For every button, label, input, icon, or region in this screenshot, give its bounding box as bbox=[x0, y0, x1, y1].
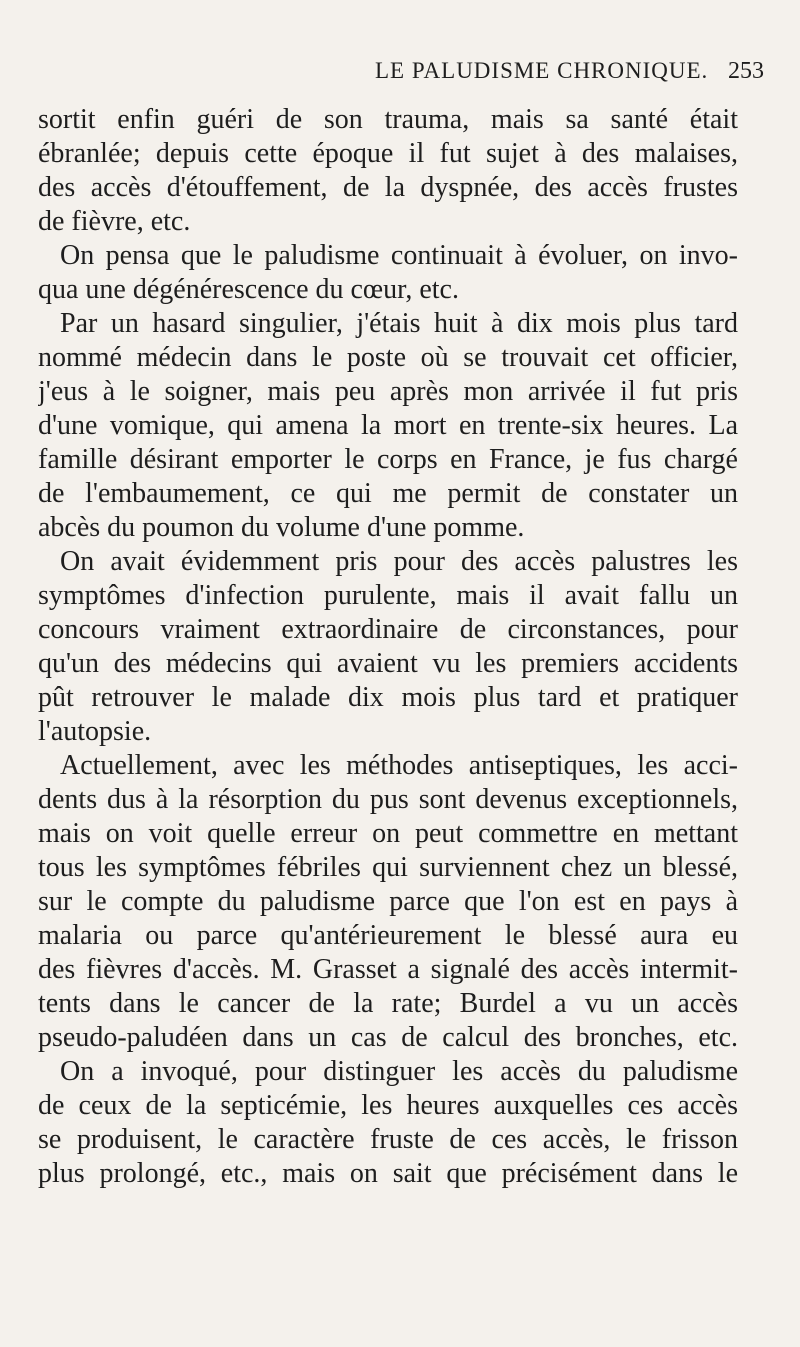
text-line: nommé médecin dans le poste où se trouvait cet officier, bbox=[38, 342, 738, 373]
text-line: ébranlée; depuis cette époque il fut sujet à des malaises, bbox=[38, 138, 738, 169]
page-number: 253 bbox=[728, 58, 764, 84]
text-line: qua une dégénérescence du cœur, etc. bbox=[38, 274, 459, 305]
text-line: dents dus à la résorption du pus sont devenus exceptionnels, bbox=[38, 784, 738, 815]
text-line: j'eus à le soigner, mais peu après mon arrivée il fut pris bbox=[38, 376, 738, 407]
text-line: pseudo-paludéen dans un cas de calcul des bronches, etc. bbox=[38, 1022, 738, 1053]
text-line: symptômes d'infection purulente, mais il avait fallu un bbox=[38, 580, 738, 611]
text-line: Actuellement, avec les méthodes antiseptiques, les acci- bbox=[60, 750, 738, 781]
text-line: On a invoqué, pour distinguer les accès du paludisme bbox=[60, 1056, 738, 1087]
running-head bbox=[0, 58, 800, 88]
text-line: malaria ou parce qu'antérieurement le blessé aura eu bbox=[38, 920, 738, 951]
text-line: l'autopsie. bbox=[38, 716, 152, 747]
text-line: tents dans le cancer de la rate; Burdel a vu un accès bbox=[38, 988, 738, 1019]
text-line: d'une vomique, qui amena la mort en trente-six heures. La bbox=[38, 410, 738, 441]
text-line: plus prolongé, etc., mais on sait que précisément dans le bbox=[38, 1158, 738, 1189]
text-line: qu'un des médecins qui avaient vu les premiers accidents bbox=[38, 648, 738, 679]
text-line: sortit enfin guéri de son trauma, mais sa santé était bbox=[38, 104, 738, 135]
text-line: de ceux de la septicémie, les heures auxquelles ces accès bbox=[38, 1090, 738, 1121]
text-line: de fièvre, etc. bbox=[38, 206, 191, 237]
text-line: de l'embaumement, ce qui me permit de constater un bbox=[38, 478, 738, 509]
text-line: abcès du poumon du volume d'une pomme. bbox=[38, 512, 525, 543]
text-line: concours vraiment extraordinaire de circonstances, pour bbox=[38, 614, 738, 645]
text-line: des fièvres d'accès. M. Grasset a signalé des accès intermit- bbox=[38, 954, 738, 985]
text-line: On avait évidemment pris pour des accès palustres les bbox=[60, 546, 738, 577]
text-line: sur le compte du paludisme parce que l'on est en pays à bbox=[38, 886, 738, 917]
text-line: des accès d'étouffement, de la dyspnée, des accès frustes bbox=[38, 172, 738, 203]
text-line: On pensa que le paludisme continuait à évoluer, on invo- bbox=[60, 240, 738, 271]
text-line: mais on voit quelle erreur on peut commettre en mettant bbox=[38, 818, 738, 849]
text-line: Par un hasard singulier, j'étais huit à dix mois plus tard bbox=[60, 308, 738, 339]
text-line: famille désirant emporter le corps en France, je fus chargé bbox=[38, 444, 738, 475]
text-line: pût retrouver le malade dix mois plus tard et pratiquer bbox=[38, 682, 738, 713]
text-line: tous les symptômes fébriles qui surviennent chez un blessé, bbox=[38, 852, 738, 883]
running-title: LE PALUDISME CHRONIQUE. bbox=[375, 58, 709, 83]
text-line: se produisent, le caractère fruste de ces accès, le frisson bbox=[38, 1124, 738, 1155]
